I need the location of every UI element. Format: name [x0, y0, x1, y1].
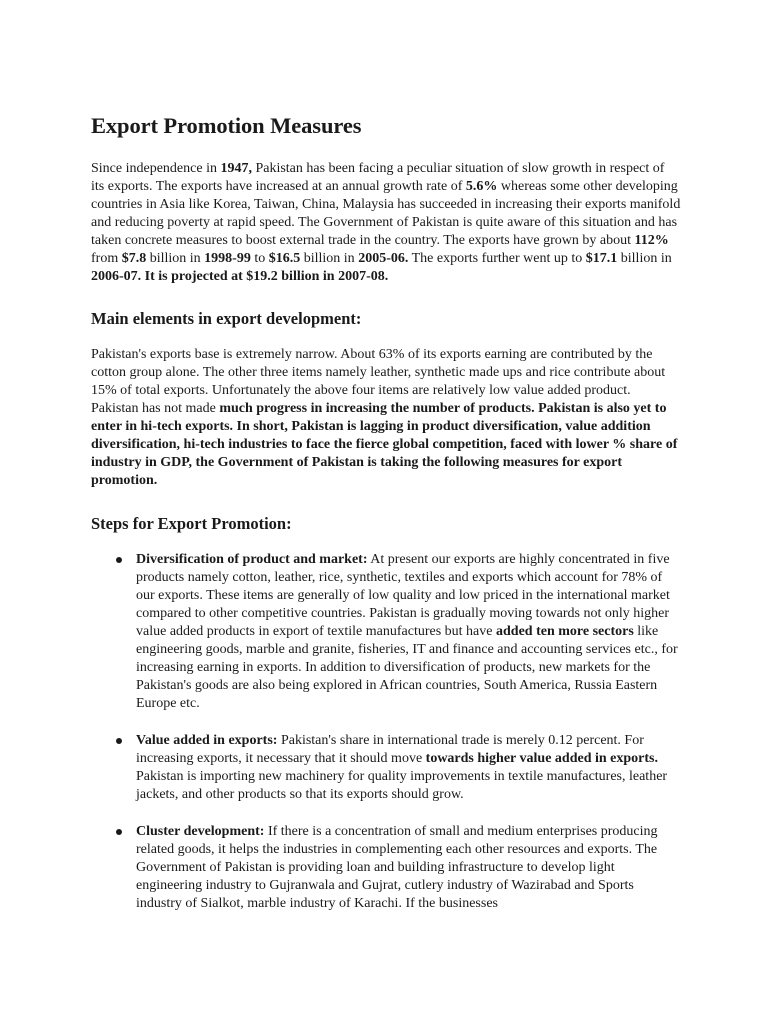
document-page — [91, 110, 681, 913]
section-heading-steps: Steps for Export Promotion: — [91, 514, 292, 533]
bullet-icon — [116, 829, 122, 835]
list-item: Cluster development: If there is a concentration of small and medium enterprises producing related goods, it helps the industries in complementing each other resources and exports. The Government of Pakistan is providing loan and building infrastructure to develop light engineering industry to Gujranwala and Gujrat, cutlery industry of Wazirabad and Sports industry of Sialkot, marble industry of Karachi. If the businesses — [91, 823, 681, 913]
intro-paragraph: Since independence in 1947, Pakistan has been facing a peculiar situation of slow growth in respect of its exports. The exports have increased at an annual growth rate of 5.6% whereas some other developing countries in Asia like Korea, Taiwan, China, Malaysia has succeeded in increasing their exports manifold and reducing poverty at rapid speed. The Government of Pakistan is quite aware of this situation and has taken concrete measures to boost external trade in the country. The exports have grown by about 112% from $7.8 billion in 1998-99 to $16.5 billion in 2005-06. The exports further went up to $17.1 billion in 2006-07. It is projected at $19.2 billion in 2007-08. — [91, 161, 681, 284]
page-title: Export Promotion Measures — [91, 113, 362, 138]
bullet-icon — [116, 557, 122, 563]
section-heading-main-elements: Main elements in export development: — [91, 309, 362, 328]
steps-list — [91, 551, 681, 913]
list-item: Value added in exports: Pakistan's share in international trade is merely 0.12 percent. For increasing exports, it necessary that it should move towards higher value added in exports. Pakistan is importing new machinery for quality improvements in textile manufactures, leather jackets, and other products so that its exports should grow. — [91, 732, 681, 804]
list-item: Diversification of product and market: At present our exports are highly concentrated in five products namely cotton, leather, rice, synthetic, textiles and exports which account for 78% of our exports. These items are generally of low quality and low priced in the international market compared to other competitive countries. Pakistan is gradually moving towards not only higher value added products in export of textile manufactures but have added ten more sectors like engineering goods, marble and granite, fisheries, IT and finance and accounting services etc., for increasing earning in exports. In addition to diversification of products, new markets for the Pakistan's goods are also being explored in African countries, South America, Russia Eastern Europe etc. — [91, 551, 681, 713]
bullet-icon — [116, 738, 122, 744]
main-elements-paragraph: Pakistan's exports base is extremely narrow. About 63% of its exports earning are contributed by the cotton group alone. The other three items namely leather, synthetic made ups and rice contribute about 15% of total exports. Unfortunately the above four items are relatively low value added product. Pakistan has not made much progress in increasing the number of products. Pakistan is also yet to enter in hi-tech exports. In short, Pakistan is lagging in product diversification, value addition diversification, hi-tech industries to face the fierce global competition, faced with lower % share of industry in GDP, the Government of Pakistan is taking the following measures for export promotion. — [91, 347, 678, 488]
